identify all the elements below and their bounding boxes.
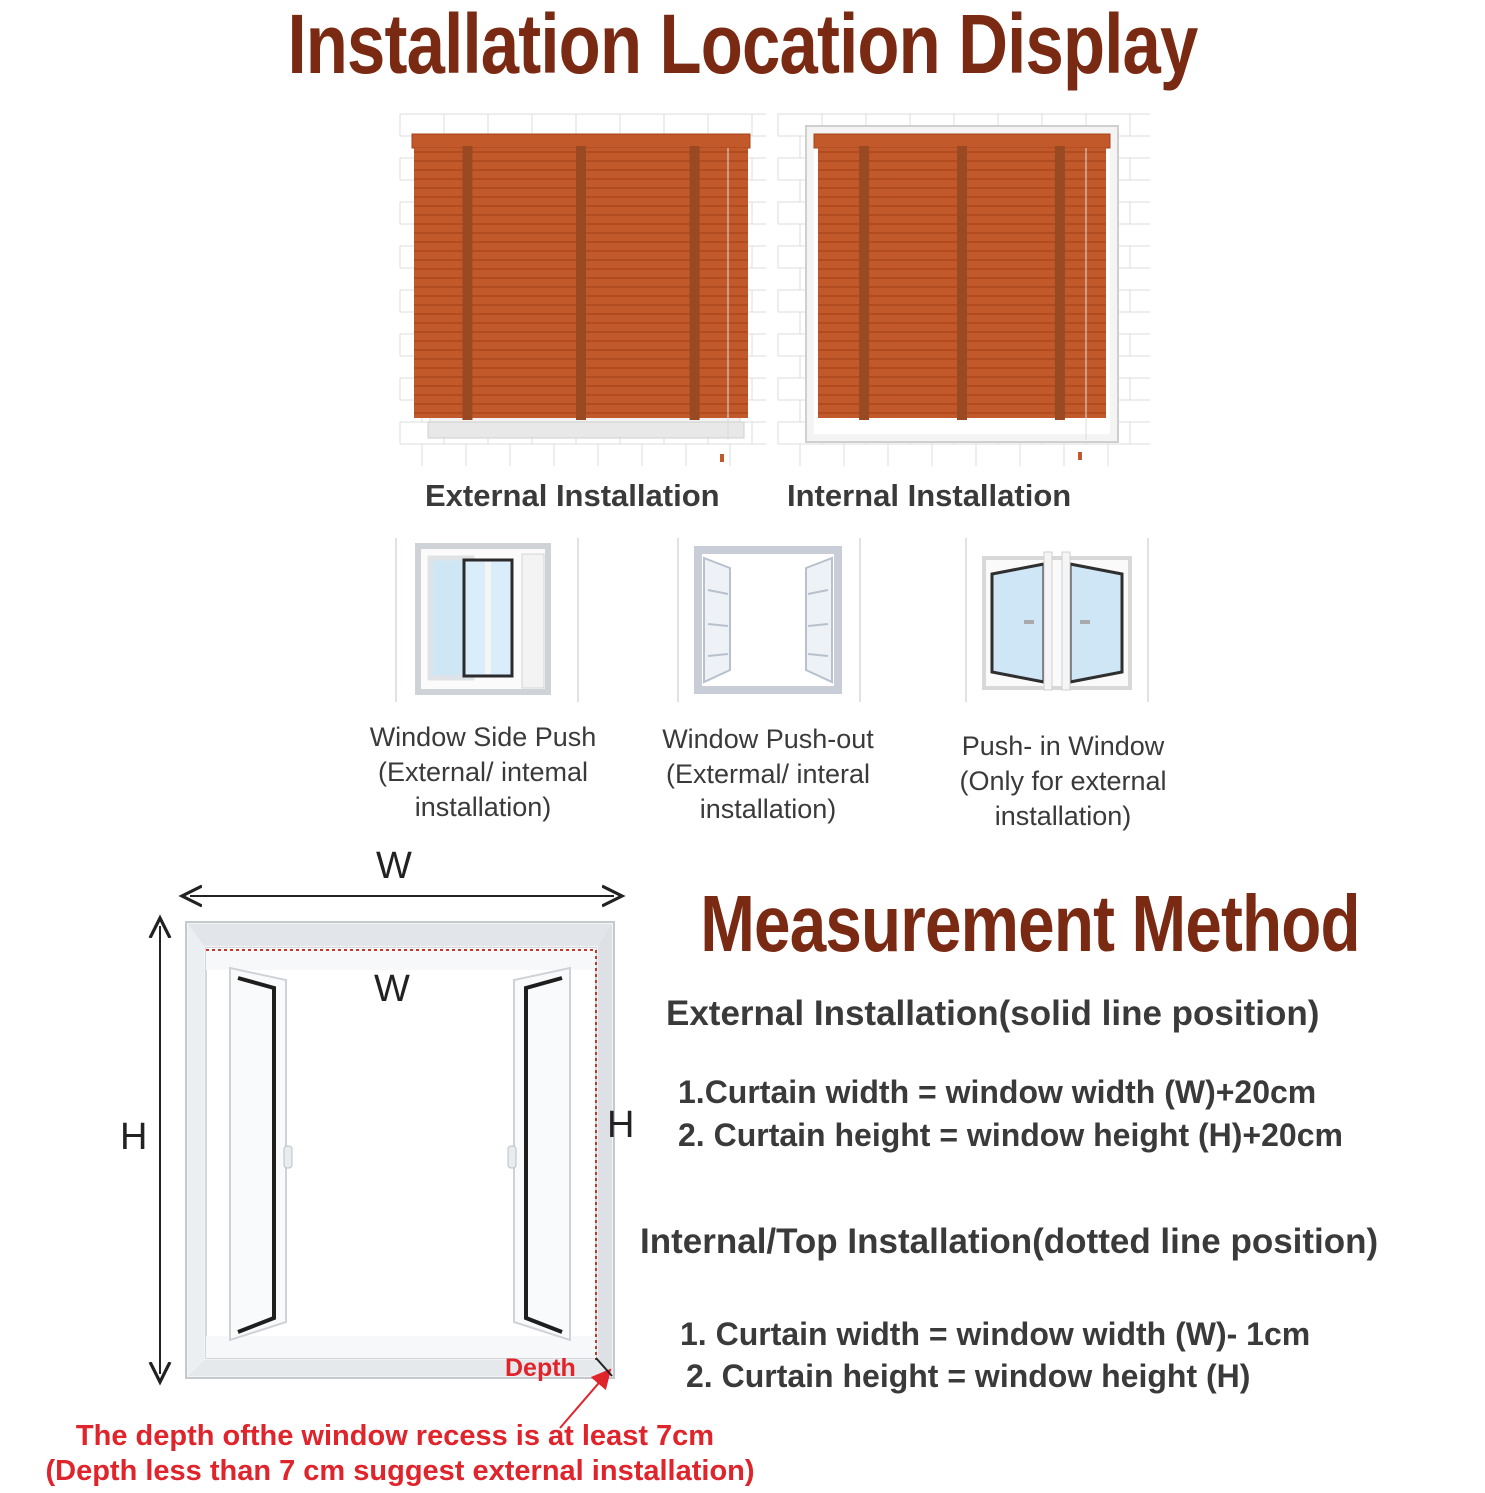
sliding-window-icon [392, 538, 582, 704]
push-in-window-icon [962, 538, 1152, 704]
depth-note-line2: (Depth less than 7 cm suggest external installation) [45, 1455, 755, 1487]
internal-rule-1: 1. Curtain width = window width (W)- 1cm [680, 1316, 1311, 1352]
depth-label: Depth [505, 1354, 576, 1382]
height-inner-label: H [607, 1104, 635, 1146]
measurement-diagram [0, 840, 640, 1400]
internal-heading: Internal/Top Installation(dotted line position) [640, 1222, 1379, 1261]
width-inner-label: W [374, 968, 410, 1010]
measurement-method-title: Measurement Method [700, 879, 1360, 968]
external-blind-image [400, 114, 766, 466]
window-side-push-label: Window Side Push (External/ intemal installation) [369, 722, 597, 822]
external-rule-2: 2. Curtain height = window height (H)+20cm [678, 1117, 1343, 1153]
internal-rule-2: 2. Curtain height = window height (H) [686, 1358, 1251, 1394]
window-push-out-label: Window Push-out (Extermal/ interal installation) [662, 724, 874, 824]
external-installation-label: External Installation [425, 478, 720, 513]
internal-blind-image [778, 114, 1150, 466]
depth-note-line1: The depth ofthe window recess is at least 7cm [75, 1420, 715, 1452]
push-out-window-icon [674, 538, 864, 704]
external-rule-1: 1.Curtain width = window width (W)+20cm [678, 1074, 1317, 1110]
page-title: Installation Location Display [287, 0, 1198, 91]
height-outer-label: H [120, 1116, 148, 1158]
width-outer-label: W [376, 845, 412, 887]
push-in-window-label: Push- in Window (Only for external installation) [959, 731, 1167, 831]
internal-installation-label: Internal Installation [787, 478, 1072, 513]
external-heading: External Installation(solid line position) [666, 994, 1320, 1033]
